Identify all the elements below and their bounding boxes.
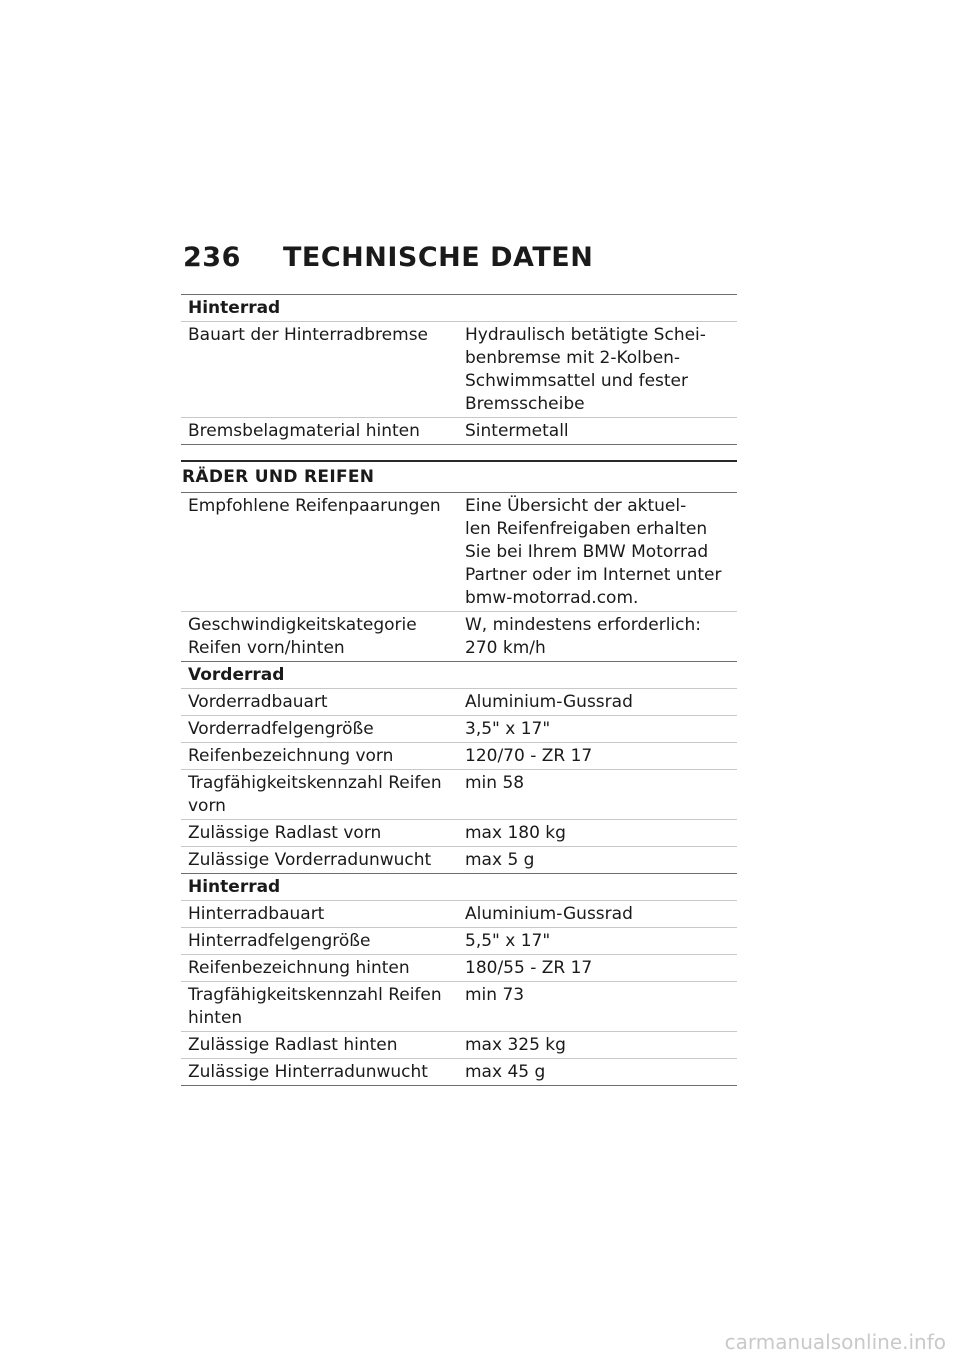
- watermark: carmanualsonline.info: [724, 1330, 946, 1354]
- table-row: [181, 321, 737, 417]
- spec-value: 180/55 - ZR 17: [465, 958, 593, 978]
- wheels-table: [181, 492, 737, 1086]
- spec-value: max 45 g: [465, 1062, 546, 1082]
- spec-label: Zulässige Radlast vorn: [188, 823, 382, 843]
- table-row: [181, 715, 737, 742]
- spec-label: Reifenbezeichnung hinten: [188, 958, 410, 978]
- spec-label: Zulässige Vorderradunwucht: [188, 850, 432, 870]
- spec-label: Hinterradbauart: [188, 904, 325, 924]
- spec-content: [181, 294, 737, 1086]
- table-row: [181, 1031, 737, 1058]
- spec-label: Bremsbelagmaterial hinten: [188, 421, 420, 441]
- page-title: TECHNISCHE DATEN: [283, 242, 594, 273]
- front-wheel-title: Vorderrad: [181, 661, 737, 688]
- spec-value: max 325 kg: [465, 1035, 566, 1055]
- rear-wheel-title: Hinterrad: [181, 873, 737, 900]
- spec-label: Vorderradfelgengröße: [188, 719, 374, 739]
- rear-brake-table: [181, 294, 737, 445]
- spec-value: Hydraulisch betätigte Schei- benbremse mit 2-Kolben- Schwimmsattel und fester Bremsscheibe: [465, 325, 706, 414]
- spec-label: Zulässige Hinterradunwucht: [188, 1062, 428, 1082]
- table-row: [181, 742, 737, 769]
- rear-brake-title: Hinterrad: [188, 298, 281, 318]
- section-heading-wheels: RÄDER UND REIFEN: [181, 460, 737, 492]
- spec-value: min 73: [465, 985, 525, 1005]
- spec-label: Vorderradbauart: [188, 692, 328, 712]
- spec-value: Aluminium-Gussrad: [465, 692, 633, 712]
- spec-label: Hinterradfelgengröße: [188, 931, 371, 951]
- spec-label: Bauart der Hinterradbremse: [188, 325, 429, 345]
- table-row: [181, 769, 737, 819]
- spec-value: 120/70 - ZR 17: [465, 746, 593, 766]
- spec-label: Tragfähigkeitskennzahl Reifen hinten: [188, 985, 442, 1028]
- table-row: [181, 954, 737, 981]
- spec-value: Aluminium-Gussrad: [465, 904, 633, 924]
- table-row: [181, 611, 737, 661]
- page-number: 236: [183, 242, 241, 273]
- table-row: [181, 1058, 737, 1085]
- table-row: [181, 819, 737, 846]
- spec-label: Geschwindigkeitskategorie Reifen vorn/hinten: [188, 615, 417, 658]
- spec-value: min 58: [465, 773, 525, 793]
- spec-value: 3,5" x 17": [465, 719, 551, 739]
- table-row: [181, 846, 737, 873]
- spec-value: max 5 g: [465, 850, 535, 870]
- table-row: [181, 927, 737, 954]
- spec-label: Zulässige Radlast hinten: [188, 1035, 398, 1055]
- spec-value: W, mindestens erforderlich: 270 km/h: [465, 615, 701, 658]
- spec-value: Eine Übersicht der aktuel- len Reifenfreigaben erhalten Sie bei Ihrem BMW Motorrad Partner oder im Internet unter bmw-motorrad.com.: [465, 496, 722, 608]
- spec-value: max 180 kg: [465, 823, 566, 843]
- spec-label: Tragfähigkeitskennzahl Reifen vorn: [188, 773, 442, 816]
- spec-value: Sintermetall: [465, 421, 569, 441]
- page-header: [183, 242, 593, 273]
- table-row: [181, 981, 737, 1031]
- spec-value: 5,5" x 17": [465, 931, 551, 951]
- table-row: [181, 493, 737, 611]
- spec-label: Reifenbezeichnung vorn: [188, 746, 394, 766]
- table-row: [181, 688, 737, 715]
- table-row: [181, 417, 737, 444]
- table-row: [181, 900, 737, 927]
- spec-label: Empfohlene Reifenpaarungen: [188, 496, 441, 516]
